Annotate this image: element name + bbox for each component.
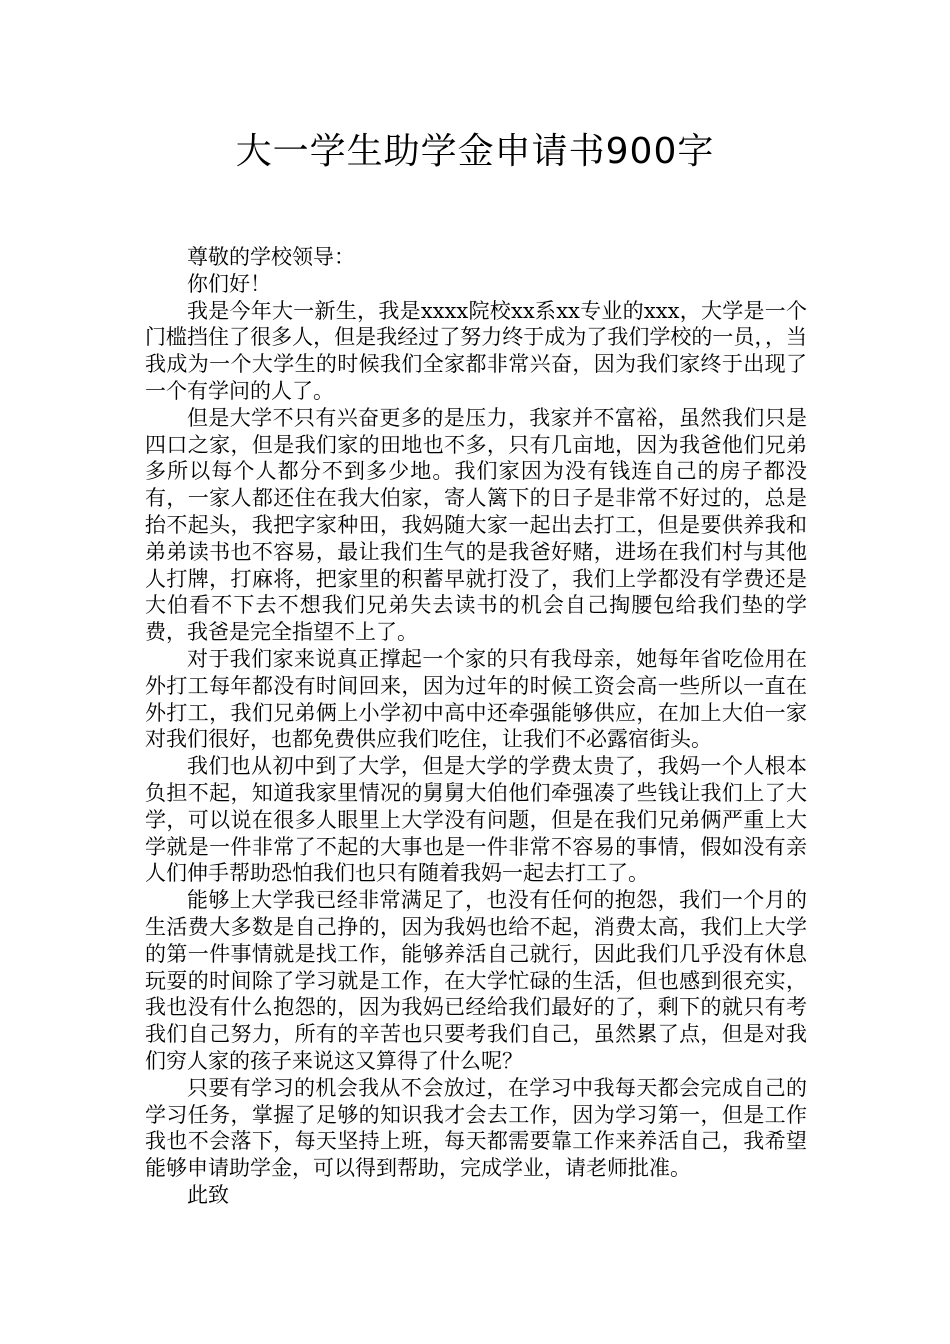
body-paragraph: 但是大学不只有兴奋更多的是压力，我家并不富裕，虽然我们只是四口之家，但是我们家的田地也不多，只有几亩地，因为我爸他们兄弟多所以每个人都分不到多少地。我们家因为没有钱连自己的房子都没有，一家人都还住在我大伯家，寄人篱下的日子是非常不好过的，总是抬不起头，我把字家种田，我妈随大家一起出去打工，但是要供养我和弟弟读书也不容易，最让我们生气的是我爸好赌，进场在我们村与其他人打牌，打麻将，把家里的积蓄早就打没了，我们上学都没有学费还是大伯看不下去不想我们兄弟失去读书的机会自己掏腰包给我们垫的学费，我爸是完全指望不上了。 <box>145 405 807 645</box>
body-paragraph: 我是今年大一新生，我是xxxx院校xx系xx专业的xxx，大学是一个门槛挡住了很多人，但是我经过了努力终于成为了我们学校的一员，，当我成为一个大学生的时候我们全家都非常兴奋，因为我们家终于出现了一个有学问的人了。 <box>145 298 807 403</box>
closing: 此致 <box>187 1182 229 1207</box>
body-paragraph: 能够上大学我已经非常满足了，也没有任何的抱怨，我们一个月的生活费大多数是自己挣的，因为我妈也给不起，消费太高，我们上大学的第一件事情就是找工作，能够养活自己就行，因此我们几乎没有休息玩耍的时间除了学习就是工作，在大学忙碌的生活，但也感到很充实，我也没有什么抱怨的，因为我妈已经给我们最好的了，剩下的就只有考我们自己努力，所有的辛苦也只要考我们自己，虽然累了点，但是对我们穷人家的孩子来说这又算得了什么呢？ <box>145 888 807 1073</box>
body-paragraph: 对于我们家来说真正撑起一个家的只有我母亲，她每年省吃俭用在外打工每年都没有时间回来，因为过年的时候工资会高一些所以一直在外打工，我们兄弟俩上小学初中高中还牵强能够供应，在加上大伯一家对我们很好，也都免费供应我们吃住，让我们不必露宿街头。 <box>145 646 807 752</box>
body-paragraph: 只要有学习的机会我从不会放过，在学习中我每天都会完成自己的学习任务，掌握了足够的知识我才会去工作，因为学习第一，但是工作我也不会落下，每天坚持上班，每天都需要靠工作来养活自己，我希望能够申请助学金，可以得到帮助，完成学业，请老师批准。 <box>145 1075 807 1181</box>
salutation: 尊敬的学校领导： <box>187 245 355 269</box>
document-body <box>145 244 807 1209</box>
greeting: 你们好！ <box>187 271 271 296</box>
document-title: 大一学生助学金申请书900字 <box>235 131 715 172</box>
body-paragraph: 我们也从初中到了大学，但是大学的学费太贵了，我妈一个人根本负担不起，知道我家里情况的舅舅大伯他们牵强凑了些钱让我们上了大学，可以说在很多人眼里上大学没有问题，但是在我们兄弟俩严重上大学就是一件非常了不起的大事也是一件非常不容易的事情，假如没有亲人们伸手帮助恐怕我们也只有随着我妈一起去打工了。 <box>145 754 807 886</box>
